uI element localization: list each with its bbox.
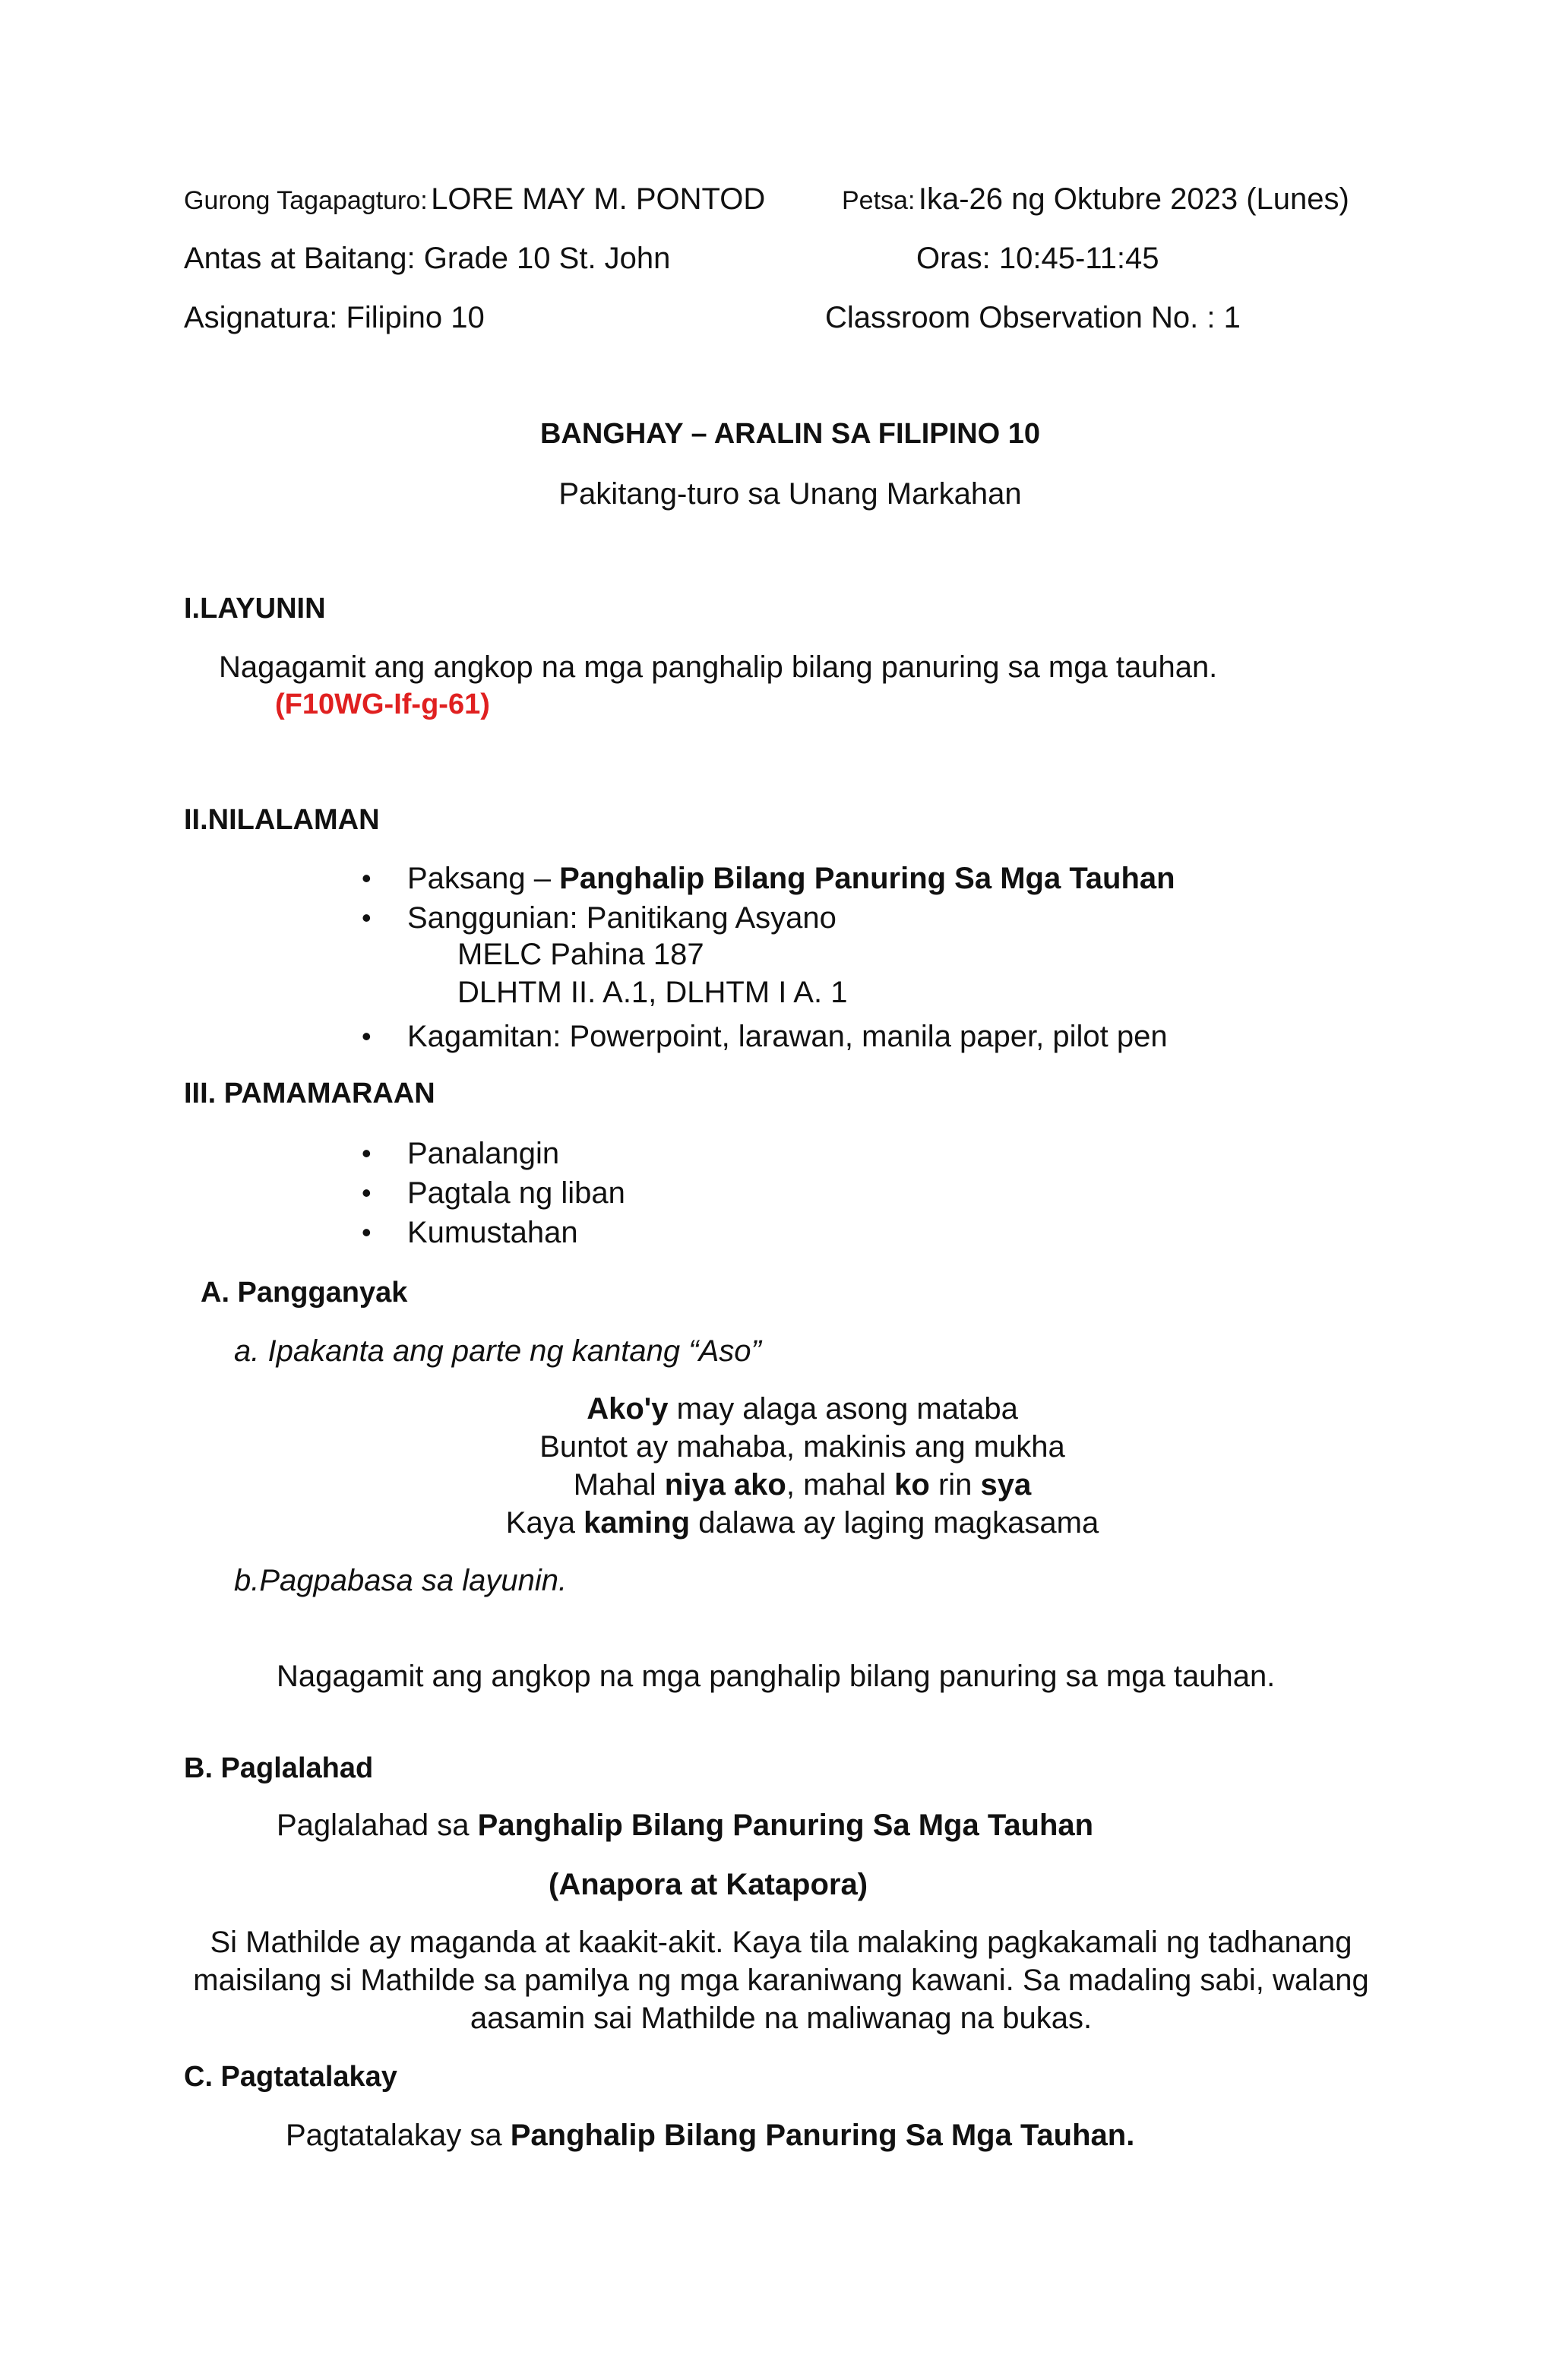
song-text: rin [929,1468,981,1502]
pagtatalakay-line [286,2119,1134,2153]
song-bold: Ako'y [587,1392,669,1426]
pagtatalakay-text: Pagtatalakay sa [286,2119,511,2152]
song-line-4 [24,1506,1556,1540]
pagtatalakay-topic: Panghalip Bilang Panuring Sa Mga Tauhan. [510,2119,1135,2152]
song-text: , mahal [786,1468,895,1502]
song-line-3 [24,1468,1556,1502]
subject-line: Asignatura: Filipino 10 [184,301,485,334]
song-bold: sya [980,1468,1032,1502]
pangganyak-a: a. Ipakanta ang parte ng kantang “Aso” [234,1334,761,1368]
layunin-heading: I.LAYUNIN [184,593,326,625]
song-text: Mahal [573,1468,665,1502]
list-item-sanggunian [407,898,1175,938]
paglalahad-text: Paglalahad sa [277,1809,478,1842]
grade-line: Antas at Baitang: Grade 10 St. John [184,242,671,275]
paglalahad-sub: (Anapora at Katapora) [549,1868,868,1901]
layunin-code: (F10WG-If-g-61) [275,688,490,720]
list-item: • Kumustahan [407,1213,625,1252]
pangganyak-b-text: Nagagamit ang angkop na mga panghalip bilang panuring sa mga tauhan. [277,1660,1276,1693]
sanggunian-sub2: DLHTM II. A.1, DLHTM I A. 1 [457,976,848,1009]
list-item-kagamitan [407,1017,1168,1056]
song-line-2: Buntot ay mahaba, makinis ang mukha [539,1430,1065,1464]
song-bold: kaming [584,1506,691,1540]
song-line-1 [24,1392,1556,1426]
sanggunian-sub1: MELC Pahina 187 [457,938,704,971]
paglalahad-p1: Si Mathilde ay maganda at kaakit-akit. Kaya tila malaking pagkakamali ng tadhanang [210,1926,1352,1959]
observation-line: Classroom Observation No. : 1 [825,301,1241,334]
nilalaman-list [407,859,1175,938]
date-value: Ika-26 ng Oktubre 2023 (Lunes) [918,182,1349,216]
date-line [842,182,1349,217]
paglalahad-line [277,1809,1093,1843]
list-item-paksa [407,859,1175,898]
time-line: Oras: 10:45-11:45 [916,242,1159,275]
pamamaraan-heading: III. PAMAMARAAN [184,1078,435,1109]
song-bold: ko [894,1468,930,1502]
paksa-label: Paksang – [407,862,560,895]
page-subtitle: Pakitang-turo sa Unang Markahan [558,477,1022,511]
kagamitan-list [407,1017,1168,1056]
pangganyak-heading: A. Pangganyak [201,1277,408,1309]
sanggunian-text: Sanggunian: Panitikang Asyano [407,901,837,935]
teacher-line [184,182,765,217]
song-text: dalawa ay laging magkasama [690,1506,1099,1540]
song-text: Kaya [505,1506,584,1540]
pagtatalakay-heading: C. Pagtatalakay [184,2061,397,2093]
teacher-value: LORE MAY M. PONTOD [431,182,766,216]
paglalahad-p3: aasamin sai Mathilde na maliwanag na bukas. [470,2002,1093,2035]
paglalahad-topic: Panghalip Bilang Panuring Sa Mga Tauhan [477,1809,1094,1842]
paksa-value: Panghalip Bilang Panuring Sa Mga Tauhan [559,862,1175,895]
list-item: • Pagtala ng liban [407,1173,625,1213]
date-label: Petsa: [842,186,916,215]
teacher-label: Gurong Tagapagturo: [184,186,428,215]
pangganyak-b: b.Pagpabasa sa layunin. [234,1564,568,1597]
list-item: • Panalangin [407,1134,625,1173]
pamamaraan-list [407,1134,625,1252]
song-text: may alaga asong mataba [668,1392,1018,1426]
page-title: BANGHAY – ARALIN SA FILIPINO 10 [539,418,1041,450]
song-bold: niya ako [664,1468,786,1502]
kagamitan-text: Kagamitan: Powerpoint, larawan, manila paper, pilot pen [407,1020,1168,1053]
paglalahad-p2: maisilang si Mathilde sa pamilya ng mga karaniwang kawani. Sa madaling sabi, walang [193,1964,1369,1997]
layunin-text: Nagagamit ang angkop na mga panghalip bilang panuring sa mga tauhan. [219,650,1218,684]
nilalaman-heading: II.NILALAMAN [184,804,380,836]
paglalahad-heading: B. Paglalahad [184,1752,374,1784]
